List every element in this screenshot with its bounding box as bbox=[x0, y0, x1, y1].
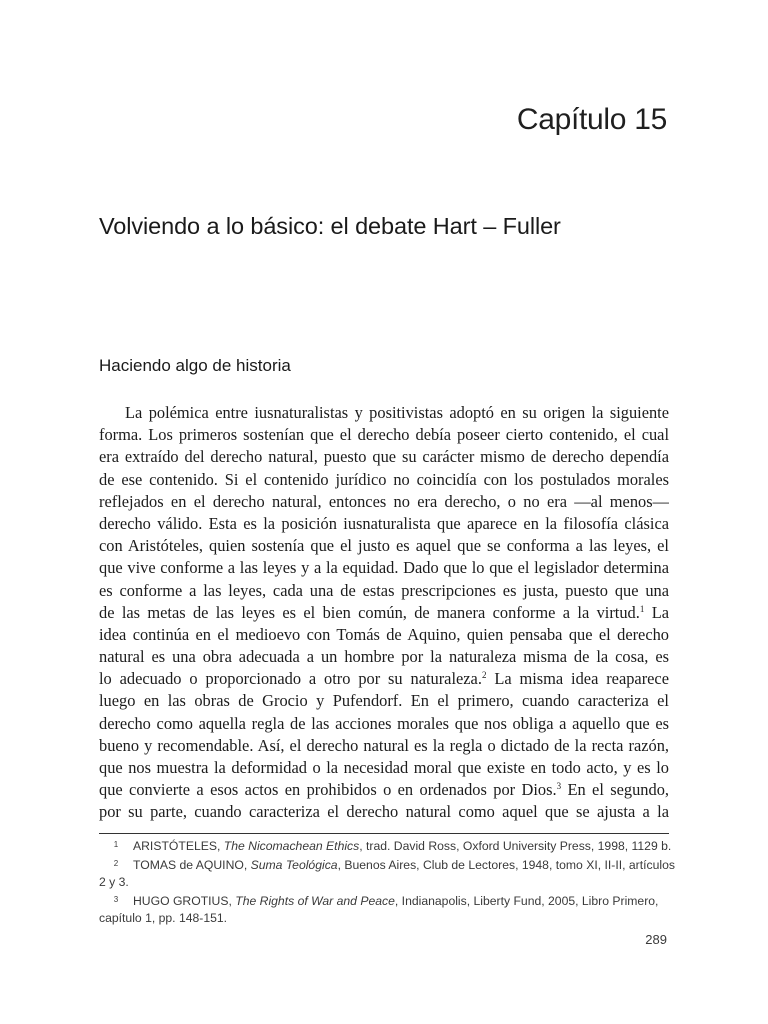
footnote-number: 3 bbox=[113, 895, 119, 904]
body-line: derecho válido. Esta es la posición iusnaturalista que aparece en la filosofía clásica bbox=[99, 513, 669, 533]
body-line: reflejados en el derecho natural, entonces no era derecho, o no era —al menos— bbox=[99, 491, 669, 511]
body-line: luego en las obras de Grocio y Pufendorf. En el primero, cuando caracteriza el bbox=[99, 691, 669, 711]
body-text-segment: lo adecuado o proporcionado a otro por su naturaleza. bbox=[99, 669, 482, 689]
body-paragraph bbox=[99, 402, 669, 824]
body-text-segment: En el segundo, bbox=[567, 780, 669, 800]
footnote-number: 1 bbox=[113, 840, 119, 849]
body-line: La polémica entre iusnaturalistas y positivistas adoptó en su origen la siguiente bbox=[125, 403, 669, 422]
footnote-author: HUGO GROTIUS, bbox=[133, 894, 236, 908]
body-text-segment: La misma idea reaparece bbox=[494, 669, 669, 689]
body-line: natural es una obra adecuada a un hombre por la naturaleza misma de la cosa, es bbox=[99, 647, 669, 667]
footnote-work: The Rights of War and Peace bbox=[235, 894, 395, 908]
footnote-2-continuation: 2 y 3. bbox=[99, 875, 129, 889]
body-line: derecho como aquella regla de las acciones morales que nos obliga a aquello que es bbox=[99, 713, 669, 733]
footnote-3 bbox=[99, 891, 669, 910]
body-line: que nos muestra la deformidad o la necesidad moral que existe en todo acto, y es lo bbox=[99, 758, 669, 777]
chapter-label: Capítulo 15 bbox=[516, 103, 667, 136]
footnote-ref[interactable]: 2 bbox=[481, 670, 487, 681]
footnote-number: 2 bbox=[113, 859, 119, 868]
footnote-work: Suma Teológica bbox=[250, 858, 338, 872]
footnote-3-continuation: capítulo 1, pp. 148-151. bbox=[99, 911, 228, 925]
footnote-ref[interactable]: 1 bbox=[639, 603, 645, 614]
page-number: 289 bbox=[645, 932, 667, 947]
body-line: era extraído del derecho natural, puesto que su carácter mismo de derecho dependía bbox=[99, 447, 669, 467]
footnote-author: TOMAS de AQUINO, bbox=[133, 858, 251, 872]
body-text-segment: de las metas de las leyes es el bien común, de manera conforme a la virtud. bbox=[99, 602, 640, 622]
chapter-title: Volviendo a lo básico: el debate Hart – Fuller bbox=[99, 213, 561, 239]
footnote-ref[interactable]: 3 bbox=[556, 781, 562, 792]
footnote-2 bbox=[99, 855, 675, 874]
footnote-divider bbox=[99, 833, 669, 834]
footnote-1 bbox=[99, 836, 672, 855]
body-line: idea continúa en el medioevo con Tomás de Aquino, quien pensaba que el derecho bbox=[99, 624, 669, 644]
footnote-details: , trad. David Ross, Oxford University Press, 1998, 1129 b. bbox=[359, 839, 672, 853]
body-line: con Aristóteles, quien sostenía que el justo es aquel que se conforma a las leyes, el bbox=[99, 536, 669, 556]
body-line: que vive conforme a las leyes y a la equidad. Dado que lo que el legislador determina bbox=[99, 558, 669, 578]
body-line: de ese contenido. Si el contenido jurídico no coincidía con los postulados morales bbox=[99, 469, 669, 489]
footnote-details: , Indianapolis, Liberty Fund, 2005, Libro Primero, bbox=[394, 894, 659, 908]
body-line: es conforme a las leyes, cada una de estas prescripciones es justa, puesto que una bbox=[99, 580, 669, 600]
section-heading: Haciendo algo de historia bbox=[99, 356, 291, 375]
body-line bbox=[99, 602, 669, 624]
footnote-author: ARISTÓTELES, bbox=[133, 839, 224, 853]
body-line bbox=[99, 668, 669, 690]
body-line: bueno y recomendable. Así, el derecho natural es la regla o dictado de la recta razón, bbox=[99, 735, 669, 755]
footnotes bbox=[99, 836, 675, 927]
footnote-work: The Nicomachean Ethics bbox=[223, 839, 360, 853]
footnote-details: , Buenos Aires, Club de Lectores, 1948, tomo XI, II-II, artículos bbox=[337, 858, 675, 872]
body-line bbox=[99, 779, 669, 801]
body-text-segment: que convierte a esos actos en prohibidos o en ordenados por Dios. bbox=[99, 780, 557, 800]
body-text-segment: La bbox=[651, 602, 669, 622]
body-line: forma. Los primeros sostenían que el derecho debía poseer cierto contenido, el cual bbox=[99, 425, 669, 445]
body-line: por su parte, cuando caracteriza el derecho natural como aquel que se ajusta a la bbox=[99, 802, 669, 822]
